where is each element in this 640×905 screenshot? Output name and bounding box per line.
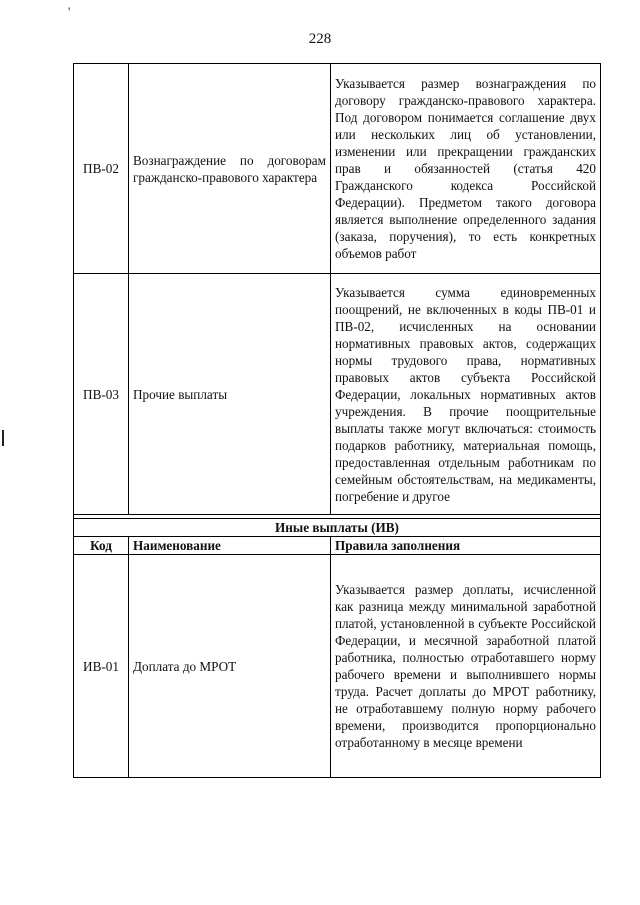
row-rule: Указывается размер вознаграждения по договору гражданско-правового характера. Под договором понимается соглашение двух или нескольких лиц об установлении, изменении или прекращении гражданских прав и обязанностей (статья 420 Гражданского кодекса Российской Федерации). Предметом такого договора является выполнение определенного задания (заказа, поручения), то есть конкретных объемов работ — [331, 64, 601, 274]
row-name: Доплата до МРОТ — [129, 555, 331, 778]
header-rule: Правила заполнения — [331, 537, 601, 555]
row-name: Вознаграждение по договорам гражданско-правового характера — [129, 64, 331, 274]
scan-edge-mark — [2, 430, 8, 446]
header-row — [74, 537, 601, 555]
header-name: Наименование — [129, 537, 331, 555]
row-code: ПВ-02 — [74, 64, 129, 274]
section-title: Иные выплаты (ИВ) — [74, 519, 601, 537]
table-row — [74, 555, 601, 778]
section-row — [74, 519, 601, 537]
scan-mark: ' — [68, 4, 71, 19]
table-row — [74, 274, 601, 515]
row-rule: Указывается размер доплаты, исчисленной как разница между минимальной заработной платой, установленной в субъекте Российской Федерации, и месячной заработной платой работника, полностью отработавшего норму рабочего времени и выполнившего нормы труда. Расчет доплаты до МРОТ работнику, не отработавшему полную норму рабочего времени, производится пропорционально отработанному в месяце времени — [331, 555, 601, 778]
payments-table — [73, 63, 601, 778]
row-code: ИВ-01 — [74, 555, 129, 778]
page-number: 228 — [308, 31, 332, 47]
row-rule: Указывается сумма единовременных поощрений, не включенных в коды ПВ-01 и ПВ-02, исчисленных на основании нормативных правовых актов, содержащих нормы трудового права, нормативных правовых актов субъекта Российской Федерации, локальных нормативных актов учреждения. В прочие поощрительные выплаты также могут включаться: стоимость подарков работнику, материальная помощь, предоставленная отдельным работникам по семейным обстоятельствам, на медикаменты, погребение и другое — [331, 274, 601, 515]
row-code: ПВ-03 — [74, 274, 129, 515]
row-name: Прочие выплаты — [129, 274, 331, 515]
header-code: Код — [74, 537, 129, 555]
table-row — [74, 64, 601, 274]
